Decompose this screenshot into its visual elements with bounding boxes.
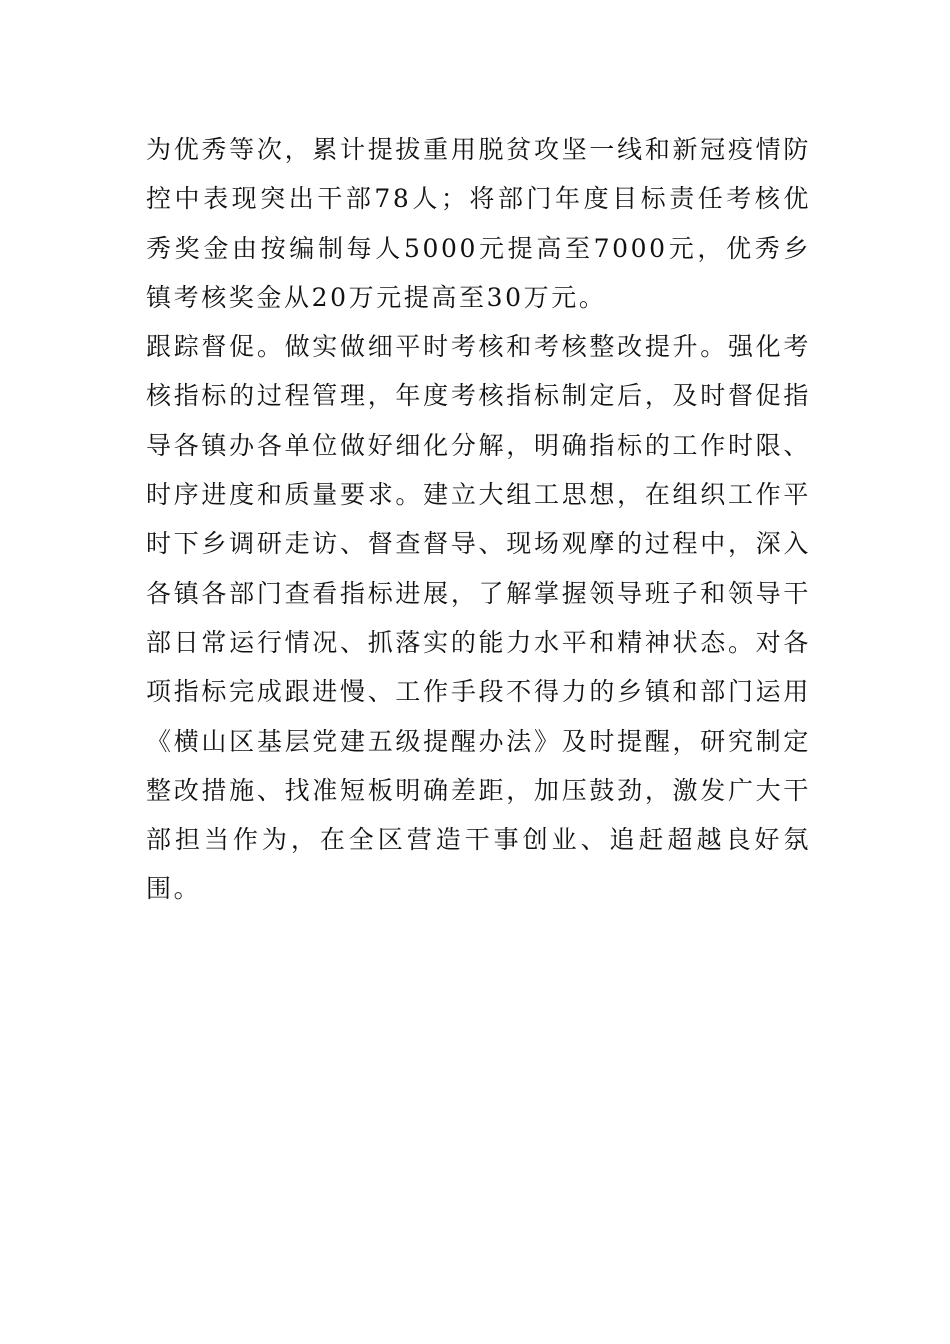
- document-body: [146, 125, 811, 914]
- paragraph-tracking-supervision: 跟踪督促。做实做细平时考核和考核整改提升。强化考核指标的过程管理，年度考核指标制定后，及时督促指导各镇办各单位做好细化分解，明确指标的工作时限、时序进度和质量要求。建立大组工思想，在组织工作平时下乡调研走访、督查督导、现场观摩的过程中，深入各镇各部门查看指标进展，了解掌握领导班子和领导干部日常运行情况、抓落实的能力水平和精神状态。对各项指标完成跟进慢、工作手段不得力的乡镇和部门运用《横山区基层党建五级提醒办法》及时提醒，研究制定整改措施、找准短板明确差距，加压鼓劲，激发广大干部担当作为，在全区营造干事创业、追赶超越良好氛围。: [146, 332, 811, 904]
- paragraph-assessment-results: 为优秀等次，累计提拔重用脱贫攻坚一线和新冠疫情防控中表现突出干部78人；将部门年度目标责任考核优秀奖金由按编制每人5000元提高至7000元，优秀乡镇考核奖金从20万元提高至30万元。: [146, 135, 811, 312]
